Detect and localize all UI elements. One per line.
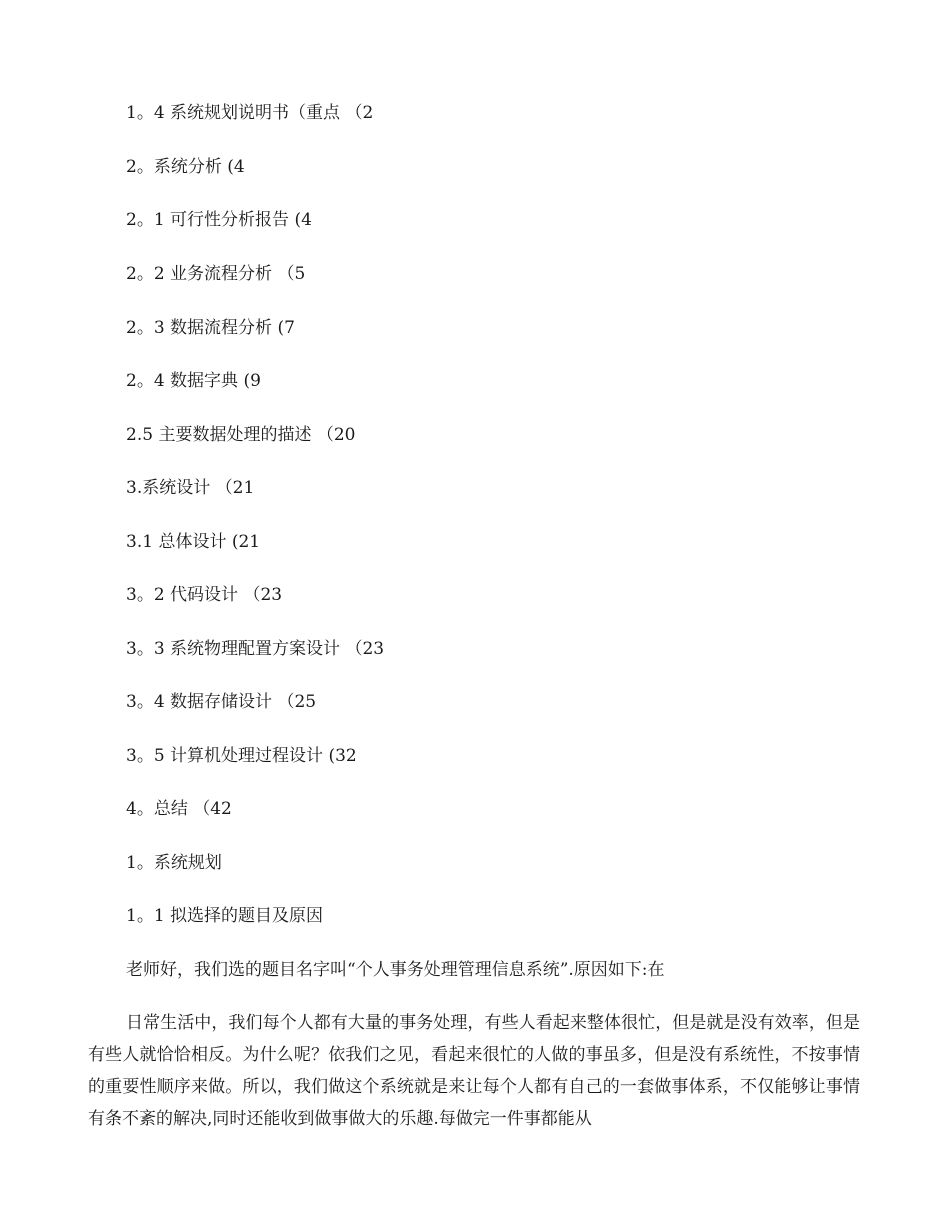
toc-entry-2-2: 2。2 业务流程分析 （5 <box>126 264 306 284</box>
toc-entry-2: 2。系统分析 (4 <box>126 157 245 177</box>
toc-entry-2-5: 2.5 主要数据处理的描述 （20 <box>126 425 356 445</box>
intro-line: 老师好，我们选的题目名字叫“个人事务处理管理信息系统”.原因如下:在 <box>126 960 665 980</box>
toc-entry-4: 4。总结 （42 <box>126 799 232 819</box>
toc-entry-2-1: 2。1 可行性分析报告 (4 <box>126 210 312 230</box>
toc-entry-2-4: 2。4 数据字典 (9 <box>126 371 261 391</box>
body-paragraph: 日常生活中，我们每个人都有大量的事务处理，有些人看起来整体很忙，但是就是没有效率，但是有些人就恰恰相反。为什么呢？依我们之见，看起来很忙的人做的事虽多，但是没有系统性，不按事情的重要性顺序来做。所以，我们做这个系统就是来让每个人都有自己的一套做事体系，不仅能够让事情有条不紊的解决,同时还能收到做事做大的乐趣.每做完一件事都能从 <box>88 1013 860 1129</box>
toc-entry-3-2: 3。2 代码设计 （23 <box>126 585 283 605</box>
toc-entry-1-4: 1。4 系统规划说明书（重点 （2 <box>126 103 374 123</box>
toc-entry-2-3: 2。3 数据流程分析 (7 <box>126 318 295 338</box>
toc-entry-3-5: 3。5 计算机处理过程设计 (32 <box>126 746 357 766</box>
section-heading: 1。系统规划 <box>126 853 222 873</box>
section-subheading: 1。1 拟选择的题目及原因 <box>126 906 324 926</box>
toc-entry-3-4: 3。4 数据存储设计 （25 <box>126 692 317 712</box>
toc-entry-3-3: 3。3 系统物理配置方案设计 （23 <box>126 639 385 659</box>
toc-entry-3: 3.系统设计 （21 <box>126 478 255 498</box>
toc-entry-3-1: 3.1 总体设计 (21 <box>126 532 261 552</box>
